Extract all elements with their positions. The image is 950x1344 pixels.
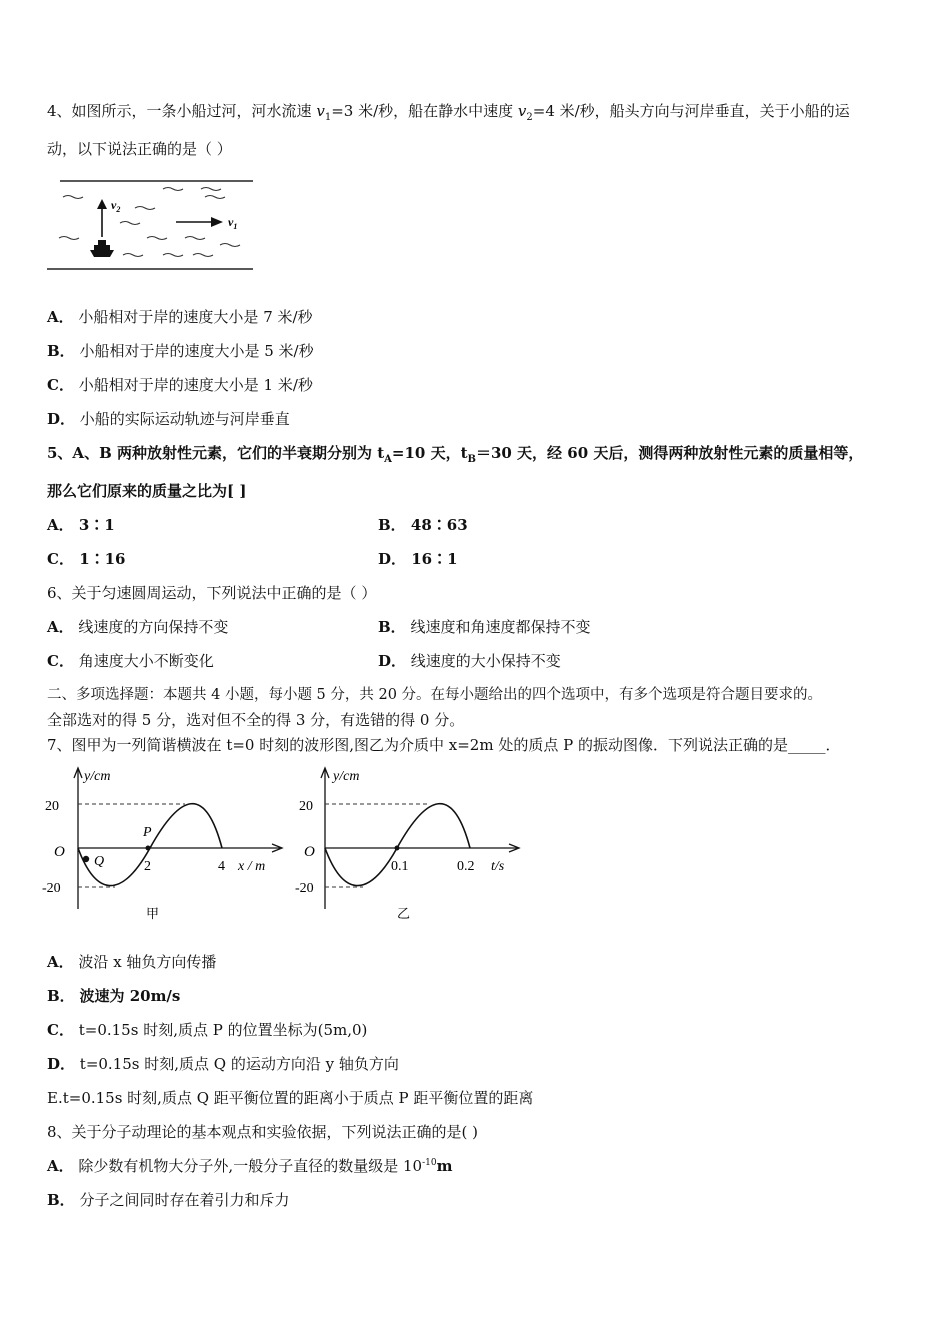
svg-text:20: 20 <box>45 799 59 814</box>
origin-marker <box>395 846 400 851</box>
exponent: -10 <box>422 1158 437 1168</box>
svg-text:乙: 乙 <box>397 906 411 921</box>
q5-option-d[interactable]: D． 16∶1 <box>378 550 458 568</box>
q5-option-b[interactable]: B． 48∶63 <box>378 516 468 534</box>
svg-text:y/cm: y/cm <box>333 769 360 784</box>
svg-text:-20: -20 <box>42 881 61 896</box>
vibration-graph-right <box>295 764 525 924</box>
q8-stem: 8、关于分子动理论的基本观点和实验依据，下列说法正确的是( ) <box>47 1123 479 1141</box>
q5-option-c[interactable]: C． 1∶16 <box>47 550 126 568</box>
svg-text:t/s: t/s <box>491 859 505 874</box>
svg-text:甲: 甲 <box>146 906 160 921</box>
v2-subscript: 2 <box>526 112 533 123</box>
svg-text:2: 2 <box>144 859 151 874</box>
q6-stem: 6、关于匀速圆周运动，下列说法中正确的是（ ） <box>47 584 377 602</box>
q4-stem-line1: 4、如图所示，一条小船过河，河水流速 $v_1=3$ 米/秒，船在静水中速度 $v_2=4$ 米/秒，船头方向与河岸垂直，关于小船的运 <box>47 102 850 123</box>
q4-option-b[interactable]: B． 小船相对于岸的速度大小是 5 米/秒 <box>47 342 314 360</box>
river-figure <box>45 175 260 275</box>
q7-stem: 7、图甲为一列简谐横波在 t=0 时刻的波形图,图乙为介质中 x=2m 处的质点 P 的振动图像．下列说法正确的是_____． <box>47 736 841 754</box>
svg-text:0.1: 0.1 <box>391 859 409 874</box>
q5-option-a[interactable]: A． 3∶1 <box>47 516 115 534</box>
svg-text:y/cm: y/cm <box>84 769 111 784</box>
wave-graph-left <box>40 764 290 924</box>
svg-text:Q: Q <box>94 854 105 869</box>
q7-option-b[interactable]: B． 波速为 20m/s <box>47 987 181 1005</box>
v2-symbol: v <box>517 102 527 120</box>
section2-line2: 全部选对的得 5 分，选对但不全的得 3 分，有选错的得 0 分。 <box>47 711 465 729</box>
svg-text:x / m: x / m <box>238 859 266 874</box>
boat-icon <box>90 240 114 257</box>
q8-option-b[interactable]: B． 分子之间同时存在着引力和斥力 <box>47 1191 290 1209</box>
v1-subscript: 1 <box>324 112 332 123</box>
q7-option-e[interactable]: E.t=0.15s 时刻,质点 Q 距平衡位置的距离小于质点 P 距平衡位置的距离 <box>47 1089 534 1107</box>
q7-option-a[interactable]: A． 波沿 x 轴负方向传播 <box>47 953 217 971</box>
q4-option-c[interactable]: C． 小船相对于岸的速度大小是 1 米/秒 <box>47 376 313 394</box>
q6-option-b[interactable]: B． 线速度和角速度都保持不变 <box>378 618 591 636</box>
q7-option-d[interactable]: D． t=0.15s 时刻,质点 Q 的运动方向沿 y 轴负方向 <box>47 1055 399 1073</box>
q5-stem-line1: 5、A、B 两种放射性元素，它们的半衰期分别为 $t_A=10$ 天，$t_B=30$ 天，经 60 天后，测得两种放射性元素的质量相等， <box>47 444 864 465</box>
q5-stem-line2: 那么它们原来的质量之比为[ ] <box>47 482 247 500</box>
v1-symbol: v <box>316 102 325 120</box>
q8-option-a[interactable]: A． 除少数有机物大分子外,一般分子直径的数量级是 $10^{-10}m$ <box>47 1157 453 1175</box>
svg-text:P: P <box>143 825 152 840</box>
q6-option-d[interactable]: D． 线速度的大小保持不变 <box>378 652 561 670</box>
v2-label: $v_2$ <box>111 198 121 214</box>
point-p <box>146 846 151 851</box>
svg-text:O: O <box>304 844 315 860</box>
svg-text:0.2: 0.2 <box>457 859 475 874</box>
q4-option-d[interactable]: D． 小船的实际运动轨迹与河岸垂直 <box>47 410 290 428</box>
svg-text:O: O <box>54 844 65 860</box>
svg-text:-20: -20 <box>295 881 314 896</box>
q4-option-a[interactable]: A． 小船相对于岸的速度大小是 7 米/秒 <box>47 308 313 326</box>
v2-arrow <box>97 199 107 237</box>
v1-arrow <box>176 217 223 227</box>
q4-stem-line2: 动，以下说法正确的是（ ） <box>47 140 232 158</box>
v1-label: $v_1$ <box>228 215 238 231</box>
q6-option-c[interactable]: C． 角速度大小不断变化 <box>47 652 214 670</box>
section2-line1: 二、多项选择题：本题共 4 小题，每小题 5 分，共 20 分。在每小题给出的四个选项中，有多个选项是符合题目要求的。 <box>47 687 823 703</box>
svg-text:20: 20 <box>299 799 313 814</box>
q6-option-a[interactable]: A． 线速度的方向保持不变 <box>47 618 229 636</box>
q7-option-c[interactable]: C． t=0.15s 时刻,质点 P 的位置坐标为(5m,0) <box>47 1021 368 1039</box>
point-q <box>83 856 89 862</box>
svg-text:4: 4 <box>218 859 225 874</box>
